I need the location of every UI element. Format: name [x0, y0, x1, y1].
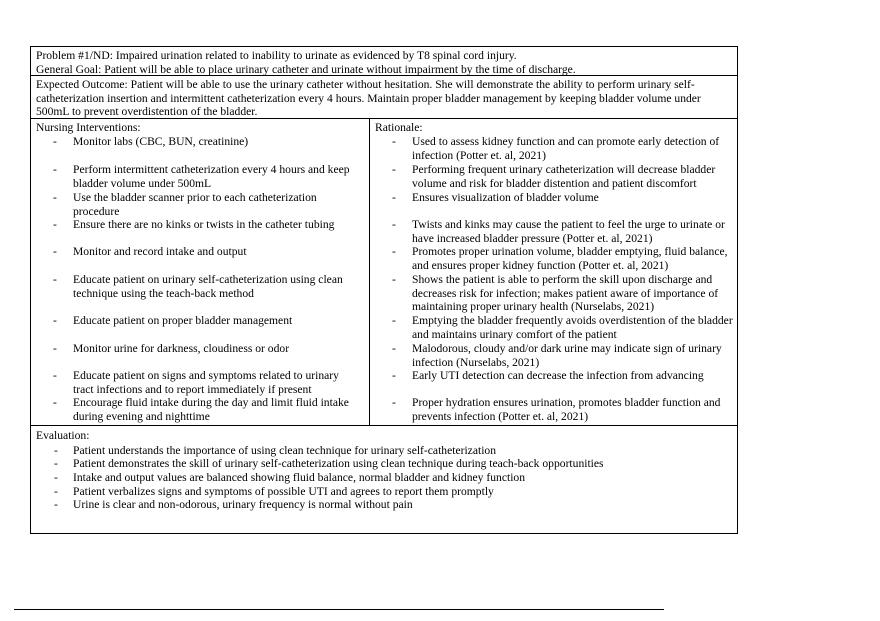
care-plan-table [30, 46, 738, 534]
evaluation-item: - Intake and output values are balanced showing fluid balance, normal bladder and kidney function [54, 471, 526, 485]
evaluation-item: - Patient verbalizes signs and symptoms of possible UTI and agrees to report them promptly [54, 484, 494, 498]
rationale-item: - Emptying the bladder frequently avoids overdistention of the bladder and maintains urinary comfort of the patient [392, 314, 733, 341]
rationale-item: - Shows the patient is able to perform the skill upon discharge and decreases risk for infection; makes patient aware of importance of maintaining proper urinary health (Nurselabs, 2021) [392, 273, 719, 314]
intervention-item: - Educate patient on urinary self-catheterization using clean technique using the teach-back method [53, 273, 343, 300]
rationale-item: - Early UTI detection can decrease the infection from advancing [392, 369, 704, 382]
problem-statement: Problem #1/ND: Impaired urination related to inability to urinate as evidenced by T8 spinal cord injury. [36, 49, 517, 62]
rationale-item: - Proper hydration ensures urination, promotes bladder function and prevents infection (Potter et. al, 2021) [392, 396, 721, 423]
intervention-item: - Ensure there are no kinks or twists in the catheter tubing [53, 218, 335, 231]
rationale-item: - Used to assess kidney function and can promote early detection of infection (Potter et. al, 2021) [392, 135, 720, 162]
evaluation-list [36, 444, 732, 512]
intervention-item: - Monitor labs (CBC, BUN, creatinine) [53, 135, 249, 148]
expected-outcome-row [31, 76, 737, 119]
rationale-item: - Twists and kinks may cause the patient to feel the urge to urinate or have increased bladder pressure (Potter et. al, 2021) [392, 218, 725, 245]
footer-divider [14, 609, 664, 610]
problem-row [31, 47, 737, 76]
intervention-item: - Monitor urine for darkness, cloudiness or odor [53, 342, 290, 355]
intervention-item: - Encourage fluid intake during the day and limit fluid intake during evening and nighttime [53, 396, 349, 423]
rationale-item: - Malodorous, cloudy and/or dark urine may indicate sign of urinary infection (Nurselabs, 2021) [392, 342, 722, 369]
rationale-column [370, 119, 737, 425]
rationale-item: - Promotes proper urination volume, bladder emptying, fluid balance, and ensures proper kidney function (Potter et. al, 2021) [392, 245, 728, 272]
general-goal: General Goal: Patient will be able to place urinary catheter and urinate without impairment by the time of discharge. [36, 62, 576, 76]
intervention-item: - Use the bladder scanner prior to each catheterization procedure [53, 191, 317, 218]
intervention-item: - Monitor and record intake and output [53, 245, 247, 258]
rationale-item: - Performing frequent urinary catheterization will decrease bladder volume and risk for bladder distention and patient discomfort [392, 163, 716, 190]
nursing-interventions-column [31, 119, 370, 425]
intervention-item: - Perform intermittent catheterization every 4 hours and keep bladder volume under 500mL [53, 163, 350, 190]
evaluation-row [31, 426, 737, 533]
intervention-item: - Educate patient on proper bladder management [53, 314, 293, 327]
expected-outcome-line: 500mL to prevent overdistention of the bladder. [36, 105, 258, 119]
evaluation-heading: Evaluation: [36, 429, 90, 442]
intervention-item: - Educate patient on signs and symptoms related to urinary tract infections and to report immediately if present [53, 369, 339, 396]
evaluation-item: - Urine is clear and non-odorous, urinary frequency is normal without pain [54, 498, 413, 512]
interventions-heading: Nursing Interventions: [36, 121, 141, 134]
evaluation-item: - Patient demonstrates the skill of urinary self-catheterization using clean technique during teach-back opportunities [54, 457, 604, 471]
interventions-row [31, 119, 737, 426]
rationale-heading: Rationale: [375, 121, 423, 134]
expected-outcome-line: Expected Outcome: Patient will be able to use the urinary catheter without hesitation. She will demonstrate the ability to perform urinary self- [36, 78, 695, 91]
expected-outcome-line: catheterization insertion and intermittent catheterization every 4 hours. Maintain proper bladder management by keeping bladder volume under [36, 91, 701, 105]
evaluation-item: - Patient understands the importance of using clean technique for urinary self-catheterization [54, 443, 497, 457]
rationale-item: - Ensures visualization of bladder volume [392, 191, 599, 204]
